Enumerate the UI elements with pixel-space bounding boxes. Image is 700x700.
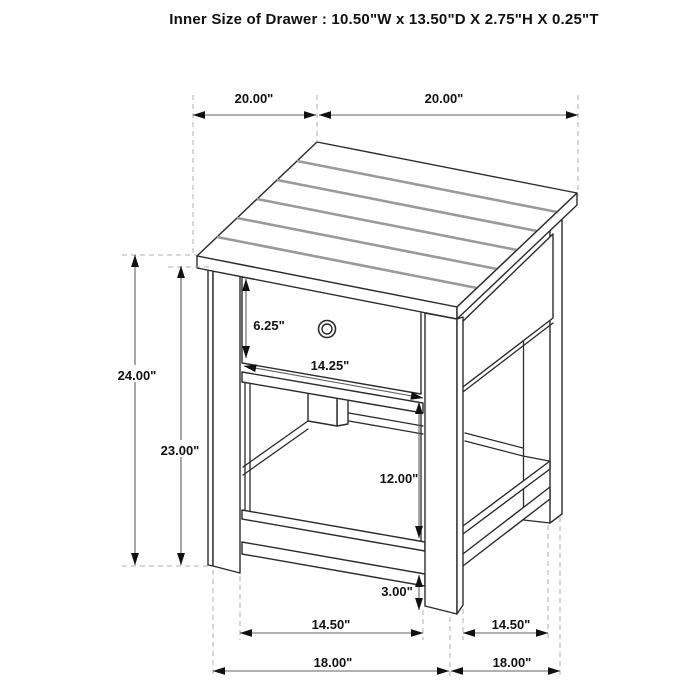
dim-label-drawer-height: 6.25": [253, 318, 285, 333]
dim-label-feet-side-inner: 14.50": [491, 617, 531, 632]
dim-label-feet-front-outer: 18.00": [313, 655, 353, 670]
dimension-top-width-left: [193, 91, 316, 115]
front-right-leg: [425, 313, 463, 614]
dim-label-feet-front-inner: 14.50": [311, 617, 351, 632]
front-left-leg: [208, 270, 240, 573]
shelf-front-bands: [242, 510, 425, 586]
dimension-top-width-right: [319, 91, 578, 115]
dim-label-top-width-left: 20.00": [234, 91, 274, 106]
dim-label-shelf-opening: 12.00": [379, 471, 419, 486]
dimension-height-overall: [110, 255, 162, 565]
dimension-height-legs: [155, 266, 207, 565]
dimension-feet-front-inner: [240, 617, 423, 633]
dimension-feet-front-outer: [213, 655, 449, 671]
dim-label-feet-side-outer: 18.00": [492, 655, 532, 670]
shelf-side-bands: [459, 461, 550, 569]
page-title: Inner Size of Drawer : 10.50"W x 13.50"D X 2.75"H X 0.25"T: [169, 11, 599, 28]
dimension-feet-side-inner: [463, 617, 548, 633]
side-opening-interior: [465, 433, 549, 461]
dim-label-bottom-clearance: 3.00": [381, 584, 413, 599]
dim-label-top-width-right: 20.00": [424, 91, 464, 106]
dim-label-height-legs: 23.00": [160, 443, 200, 458]
dim-label-height-overall: 24.00": [117, 368, 157, 383]
dim-label-drawer-width: 14.25": [310, 358, 350, 373]
dimension-feet-side-outer: [451, 655, 560, 671]
drawer-ring-pull-icon: [319, 321, 336, 338]
